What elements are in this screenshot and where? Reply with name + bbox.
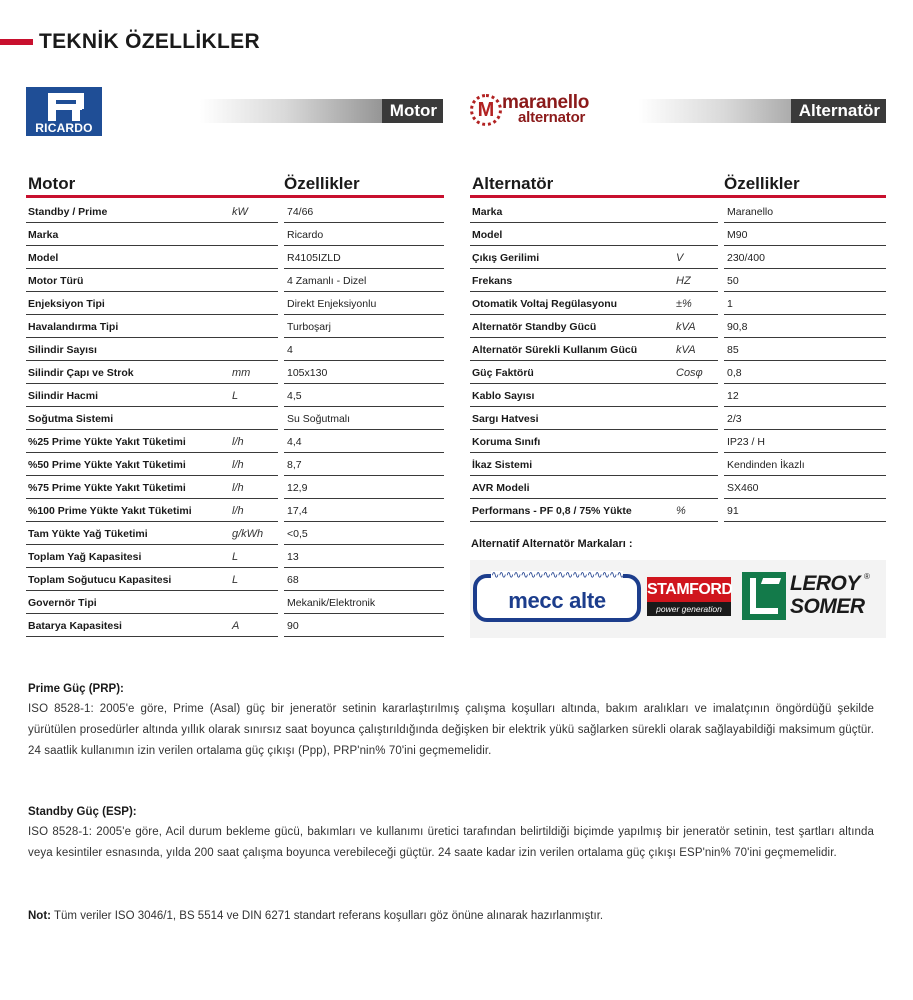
alternator-table-row: [470, 317, 886, 340]
footnote-text: Tüm veriler ISO 3046/1, BS 5514 ve DIN 6271 standart referans koşulları göz önüne alınarak hazırlanmıştır.: [54, 910, 604, 922]
alternator-table-row: [470, 340, 886, 363]
alternator-table-row-label: Sargı Hatvesi: [470, 409, 718, 430]
motor-table-row: [26, 248, 444, 271]
motor-table-row-value: 68: [284, 570, 444, 591]
registered-mark: ®: [864, 572, 870, 581]
motor-table-row-label: Havalandırma Tipi: [26, 317, 278, 338]
alternator-table-row-label: İkaz Sistemi: [470, 455, 718, 476]
page-title-bar: [0, 30, 260, 54]
motor-table-row-value: 12,9: [284, 478, 444, 499]
alternator-table-row: [470, 294, 886, 317]
motor-table-row-label: Tam Yükte Yağ Tüketimi: [26, 524, 278, 545]
footnote-label: Not:: [28, 910, 51, 922]
alternator-table-row-value: 2/3: [724, 409, 886, 430]
motor-table-row: [26, 363, 444, 386]
motor-table-row-label: Standby / Prime: [26, 202, 278, 223]
alternator-table-row: [470, 363, 886, 386]
alternator-table-row-label: Frekans: [470, 271, 718, 292]
alternator-table-rows: [470, 202, 886, 524]
alternator-table-row: [470, 501, 886, 524]
alternator-spec-table: [470, 172, 886, 524]
maranello-gear-icon: M: [470, 94, 502, 126]
stamford-logo: [647, 577, 731, 621]
motor-table-row-label: Soğutma Sistemi: [26, 409, 278, 430]
motor-table-row: [26, 524, 444, 547]
alternator-table-row-label: Otomatik Voltaj Regülasyonu: [470, 294, 718, 315]
prp-section: [28, 683, 874, 762]
motor-table-row-value: Direkt Enjeksiyonlu: [284, 294, 444, 315]
alternator-table-row-unit: Cosφ: [676, 367, 703, 379]
motor-table-row-unit: l/h: [232, 505, 244, 517]
motor-table-row-unit: L: [232, 390, 239, 402]
motor-table-row-unit: L: [232, 551, 239, 563]
alternator-table-row-label: Model: [470, 225, 718, 246]
motor-table-row-value: 105x130: [284, 363, 444, 384]
esp-text: ISO 8528-1: 2005'e göre, Acil durum bekleme gücü, bakımları ve kullanımı üretici tarafından belirtildiği biçimde yapılmış bir jeneratör setinin, test şartları altında veya kesintiler esnasında, yılda 200 saat çalışma boyunca verebileceği güçtür. 24 saate kadar izin verilen ortalama güç çıkışı ESP'nin% 70'ini geçmemelidir.: [28, 826, 874, 859]
alternator-table-row-label: Güç Faktörü: [470, 363, 718, 384]
alternator-table-row-unit: ±%: [676, 298, 692, 310]
mecc-alte-logo: [473, 570, 641, 622]
ricardo-r-mark: [26, 87, 102, 121]
motor-table-row-label: %50 Prime Yükte Yakıt Tüketimi: [26, 455, 278, 476]
motor-table-row: [26, 409, 444, 432]
esp-heading: Standby Güç (ESP):: [28, 806, 137, 818]
motor-table-row: [26, 386, 444, 409]
motor-table-row-unit: g/kWh: [232, 528, 264, 540]
motor-table-row-value: <0,5: [284, 524, 444, 545]
alternator-table-row: [470, 271, 886, 294]
motor-table-row-unit: l/h: [232, 436, 244, 448]
alternator-table-row-label: Alternatör Sürekli Kullanım Gücü: [470, 340, 718, 361]
alternator-table-row-label: Marka: [470, 202, 718, 223]
motor-table-row-label: Silindir Çapı ve Strok: [26, 363, 278, 384]
motor-table-row-label: %100 Prime Yükte Yakıt Tüketimi: [26, 501, 278, 522]
motor-table-rows: [26, 202, 444, 639]
ricardo-logo-text: RICARDO: [26, 121, 102, 136]
alternator-table-row: [470, 455, 886, 478]
maranello-logo: [470, 94, 610, 128]
alternator-table-row-value: SX460: [724, 478, 886, 499]
motor-table-row: [26, 547, 444, 570]
motor-table-row-value: Mekanik/Elektronik: [284, 593, 444, 614]
motor-table-row-label: Toplam Soğutucu Kapasitesi: [26, 570, 278, 591]
motor-table-row-value: 8,7: [284, 455, 444, 476]
alt-brands-title: Alternatif Alternatör Markaları :: [471, 538, 633, 550]
motor-table-row-value: Su Soğutmalı: [284, 409, 444, 430]
motor-table-row-unit: l/h: [232, 459, 244, 471]
motor-table-row-label: Governör Tipi: [26, 593, 278, 614]
alternator-banner-label: Alternatör: [791, 99, 886, 123]
motor-table-row: [26, 271, 444, 294]
motor-table-row-unit: l/h: [232, 482, 244, 494]
motor-table-row-label: %75 Prime Yükte Yakıt Tüketimi: [26, 478, 278, 499]
alternator-table-row-label: AVR Modeli: [470, 478, 718, 499]
alternator-table-header-right: Özellikler: [724, 174, 800, 193]
alternator-table-row-value: Kendinden İkazlı: [724, 455, 886, 476]
motor-table-row: [26, 570, 444, 593]
motor-table-row-value: Ricardo: [284, 225, 444, 246]
alternator-table-row: [470, 432, 886, 455]
motor-table-row-label: Enjeksiyon Tipi: [26, 294, 278, 315]
alternator-table-row-value: 90,8: [724, 317, 886, 338]
alternator-table-row: [470, 202, 886, 225]
motor-table-row: [26, 478, 444, 501]
mecc-alte-logo-text: mecc alte: [508, 588, 606, 613]
leroy-somer-logo: [742, 572, 882, 624]
alternator-table-row-unit: %: [676, 505, 686, 517]
motor-table-header-left: Motor: [28, 174, 76, 193]
alt-brands-logos: [470, 560, 886, 638]
esp-section: [28, 806, 874, 864]
title-accent-bar: [0, 39, 33, 45]
motor-table-row-label: Marka: [26, 225, 278, 246]
motor-table-row-value: 4,5: [284, 386, 444, 407]
motor-spec-table: [26, 172, 444, 639]
ricardo-logo: [26, 87, 102, 137]
alternator-table-row: [470, 248, 886, 271]
motor-banner-label: Motor: [382, 99, 443, 123]
alternator-table-row-unit: kVA: [676, 344, 696, 356]
motor-table-row-label: Toplam Yağ Kapasitesi: [26, 547, 278, 568]
alternator-table-row-label: Koruma Sınıfı: [470, 432, 718, 453]
motor-table-row: [26, 225, 444, 248]
alternator-table-row: [470, 225, 886, 248]
motor-table-header-right: Özellikler: [284, 174, 360, 193]
mecc-alte-wave-icon: ∿∿∿∿∿∿∿∿∿∿∿∿∿∿∿∿∿∿: [491, 570, 624, 581]
alternator-table-row-value: 50: [724, 271, 886, 292]
motor-table-row: [26, 455, 444, 478]
alternator-table-header-left: Alternatör: [472, 174, 554, 193]
alternator-table-row-unit: V: [676, 252, 684, 264]
alternator-table-row-value: M90: [724, 225, 886, 246]
maranello-logo-line1: maranello: [502, 92, 590, 113]
stamford-logo-subtext: power generation: [647, 602, 731, 616]
alternator-table-row-value: 230/400: [724, 248, 886, 269]
alternator-table-row-value: 1: [724, 294, 886, 315]
motor-table-row-value: R4105IZLD: [284, 248, 444, 269]
alternator-table-row-value: 85: [724, 340, 886, 361]
motor-banner: [200, 99, 443, 123]
alternator-table-row-label: Alternatör Standby Gücü: [470, 317, 718, 338]
motor-table-row-label: Motor Türü: [26, 271, 278, 292]
maranello-logo-line2: alternator: [518, 109, 586, 126]
leroy-somer-mark-icon: [742, 572, 786, 620]
motor-table-row: [26, 501, 444, 524]
leroy-somer-line2: SOMER: [790, 595, 865, 618]
motor-table-row-label: Silindir Hacmi: [26, 386, 278, 407]
motor-table-row-label: %25 Prime Yükte Yakıt Tüketimi: [26, 432, 278, 453]
alternator-table-row-label: Çıkış Gerilimi: [470, 248, 718, 269]
alternator-table-row: [470, 409, 886, 432]
prp-text: ISO 8528-1: 2005'e göre, Prime (Asal) güç bir jeneratör setinin kararlaştırılmış çalışma koşulları altında, bakım aralıkları ve imalatçının öngördüğü şekilde yürütülen prosedürler altında yıllık olarak sınırsız saat boyunca çalıştırıldığında değişken bir elektrik yükü sağlarken sürekli olarak sağlayabildiği maksimum güçtür. 24 saatlik kullanımın izin verilen ortalama güç çıkışı (Ppp), PRP'nin% 70'ini geçmemelidir.: [28, 703, 874, 757]
motor-table-row-value: 90: [284, 616, 444, 637]
motor-table-row-unit: kW: [232, 206, 248, 218]
alternator-banner: [638, 99, 886, 123]
motor-table-row-value: 4,4: [284, 432, 444, 453]
alternator-table-row: [470, 478, 886, 501]
alternator-table-row-label: Kablo Sayısı: [470, 386, 718, 407]
motor-table-row-unit: A: [232, 620, 240, 632]
motor-table-row: [26, 317, 444, 340]
alternator-table-row-unit: kVA: [676, 321, 696, 333]
motor-table-row-unit: L: [232, 574, 239, 586]
motor-table-row-value: Turboşarj: [284, 317, 444, 338]
motor-table-row: [26, 340, 444, 363]
motor-table-row-value: 13: [284, 547, 444, 568]
motor-table-row: [26, 593, 444, 616]
alternator-table-row-value: 91: [724, 501, 886, 522]
motor-table-row: [26, 432, 444, 455]
motor-table-row-label: Silindir Sayısı: [26, 340, 278, 361]
motor-table-header: [26, 172, 444, 198]
alternator-table-row-value: IP23 / H: [724, 432, 886, 453]
motor-table-row-value: 74/66: [284, 202, 444, 223]
page-title: TEKNİK ÖZELLİKLER: [39, 30, 260, 53]
motor-table-row-label: Batarya Kapasitesi: [26, 616, 278, 637]
stamford-logo-text: STAMFORD: [647, 577, 731, 602]
motor-table-row-value: 4 Zamanlı - Dizel: [284, 271, 444, 292]
motor-table-row: [26, 202, 444, 225]
motor-table-row-value: 4: [284, 340, 444, 361]
alternator-table-row: [470, 386, 886, 409]
alternator-table-row-unit: HZ: [676, 275, 691, 287]
prp-heading: Prime Güç (PRP):: [28, 683, 124, 695]
leroy-somer-line1: LEROY: [790, 572, 860, 595]
alternator-table-row-value: 0,8: [724, 363, 886, 384]
motor-table-row: [26, 294, 444, 317]
alternator-table-header: [470, 172, 886, 198]
alternator-table-row-value: Maranello: [724, 202, 886, 223]
motor-table-row: [26, 616, 444, 639]
alternator-table-row-value: 12: [724, 386, 886, 407]
alternator-table-row-label: Performans - PF 0,8 / 75% Yükte: [470, 501, 718, 522]
motor-table-row-unit: mm: [232, 367, 251, 379]
motor-table-row-label: Model: [26, 248, 278, 269]
motor-table-row-value: 17,4: [284, 501, 444, 522]
footnote: [28, 910, 874, 922]
